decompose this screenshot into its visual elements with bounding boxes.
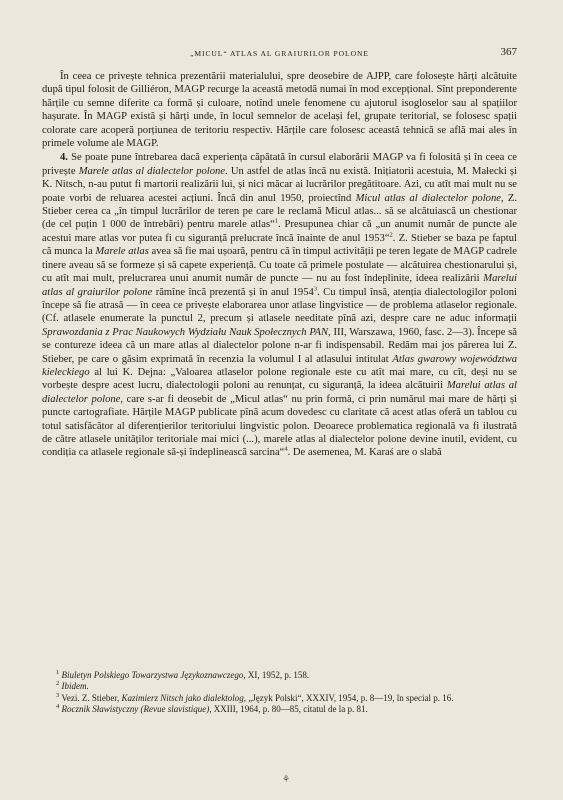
footnote-italic: Kazimierz Nitsch jako dialektolog: [121, 692, 244, 703]
italic-title: Sprawozdania z Prac Naukowych Wydziału Nauk Społecznych PAN: [42, 326, 329, 338]
footnote-4: [42, 704, 517, 715]
text-run: al lui K. Dejna: „Valoarea atlaselor polone regionale este cu atît mai mare, cu cît, deși nu se vorbește despre acest lucru, dialectologii poloni au renunțat, cu siguranță, la ideea alcătuirii: [42, 366, 517, 392]
main-text: [42, 70, 517, 460]
text-run: . Presupunea chiar că „un anumit număr de puncte ale acestui mare atlas vor putea fi cu siguranță prelucrate încă înainte de anul 1953“: [42, 219, 517, 244]
footnote-number: 1: [56, 669, 60, 676]
footnotes: [42, 670, 517, 716]
text-run: , Z. Stieber cerea ca „în timpul lucrărilor de teren pe care le reclamă Micul atlas... să se alcătuiască un chestionar (de cel puțin 1 000 de întrebări) pentru marele atlas“: [42, 192, 518, 231]
footnote-text: , XXIII, 1964, p. 80—85, citatul de la p. 81.: [209, 704, 368, 715]
text-run: , III, Warszawa, 1960, fasc. 2—3). Începe să se contureze ideea că un mare atlas al dialectelor polone n-ar fi indispensabil. Redăm mai jos părerea lui Z. Stieber, pe care o găsim exprimată în recenzia la volumul I al atlasului intitulat: [42, 326, 517, 365]
page-header: [42, 46, 517, 62]
italic-title: Micul atlas al dialectelor polone: [355, 192, 501, 204]
text-run: rămîne încă prezentă și în anul 1954: [152, 286, 314, 298]
italic-title: Marele atlas al dialectelor polone: [78, 165, 226, 177]
italic-title: Atlas gwarowy województwa kieleckiego: [42, 353, 517, 378]
text-run: . Un astfel de atlas încă nu există. Inițiatorii acestuia, M. Małecki și K. Nitsch, n-au putut fi martorii realizării lui, și nici măcar ai lucrărilor pregătitoare. Azi, cu atît mai mult nu se poate vorbi de reluarea acestei acțiuni. Încă din anul 1950, proiectînd: [42, 165, 517, 204]
paragraph-technique: În ceea ce privește tehnica prezentării materialului, spre deosebire de AJPP, care folosește hărți alcătuite după tipul folosit de Gilliéron, MAGP recurge la această metodă numai în mod excepțional. Sînt preponderente hărțile cu semne diferite ca formă și culoare, notînd unele fenomene cu ajutorul isogloselor sau al spațiilor hașurate. În MAGP există și hărți unde, în locul semnelor de același fel, grupate teritorial, se folosesc spații colorate care acoperă porțiunea de teritoriu respectiv. Hărțile care folosesc această tehnică se află mai ales în primele volume ale MAGP.: [42, 71, 517, 150]
footnote-3: [42, 693, 517, 704]
footnote-italic: Biuletyn Polskiego Towarzystwa Językoznawczego: [61, 670, 244, 680]
text-run: avea să fie mai ușoară, pentru că în timpul activității pe teren legate de MAGP cadrele tinere aveau să se formeze și să capete experiență. Cu toate că primele postulate — alcătuirea chestionarului și, cu atît mai mult, prelucrarea unui anumit număr de puncte — nu au fost îndeplinite, ideea realizării: [42, 246, 518, 285]
page-number: 367: [500, 46, 517, 58]
footnote-ref-1: 1: [274, 217, 279, 225]
running-title: „MICUL“ ATLAS AL GRAIURILOR POLONE: [190, 49, 369, 58]
italic-title: Marelui atlas al dialectelor polone: [42, 380, 517, 405]
italic-title: Marele atlas: [95, 246, 149, 258]
footnote-number: 2: [56, 680, 60, 688]
text-run: , care s-ar fi deosebit de „Micul atlas“ nu prin formă, ci prin numărul mai mare de hărți și puncte cartografiate. Hărțile MAGP publicate pînă acum dovedesc cu claritate că acest atlas oferă un tablou cu totul satisfăcător al diferențierilor teritoriului lingvistic polon. Deoarece problematica regională va fi ilustrată de către atlasele unităților teritoriale mai mici (...), marele atlas al dialectelor polone devine inutil, evident, cu condiția ca atlasele regionale să-și îndeplinească sarcina“: [42, 393, 518, 459]
footnote-text: Vezi. Z. Stieber,: [61, 692, 122, 703]
italic-title: Marelui atlas al graiurilor polone: [42, 273, 517, 298]
footnote-1: [42, 670, 517, 681]
text-run: . De asemenea, M. Karaś are o slabă: [287, 447, 442, 459]
paragraph-section-4: [42, 151, 517, 459]
footnote-text: , „Język Polski“, XXXIV, 1954, p. 8—19, în special p. 16.: [243, 692, 454, 703]
footnote-2: [42, 681, 517, 692]
text-run: . Z. Stieber se baza pe faptul că munca la: [42, 232, 517, 258]
footnote-italic: Rocznik Sławistyczny (Revue slavistique): [61, 704, 210, 715]
footnote-ref-4: 4: [284, 445, 288, 453]
text-run: Se poate pune întrebarea dacă experiența căpătată în cursul elaborării MAGP va fi folosită și în ceea ce privește: [42, 152, 517, 177]
footnote-number: 3: [56, 691, 60, 699]
footnote-number: 4: [56, 703, 60, 711]
footnote-text: , XI, 1952, p. 158.: [243, 670, 310, 680]
section-number: 4.: [60, 152, 68, 164]
ornament-icon: ⚘: [282, 774, 291, 784]
footnote-ref-2: 2: [389, 231, 393, 239]
text-run: . Cu timpul însă, atenția dialectologilor poloni începe să fie atrasă — în ceea ce privește elaborarea unor atlase lingvistice — de problema atlaselor regionale. (Cf. atlasele enumerate la punctul 2, precum și atlasele needitate pînă azi, despre care ne aduc informații: [42, 286, 518, 325]
footnote-ref-3: 3: [313, 284, 318, 292]
footnote-italic: Ibidem.: [61, 681, 89, 692]
